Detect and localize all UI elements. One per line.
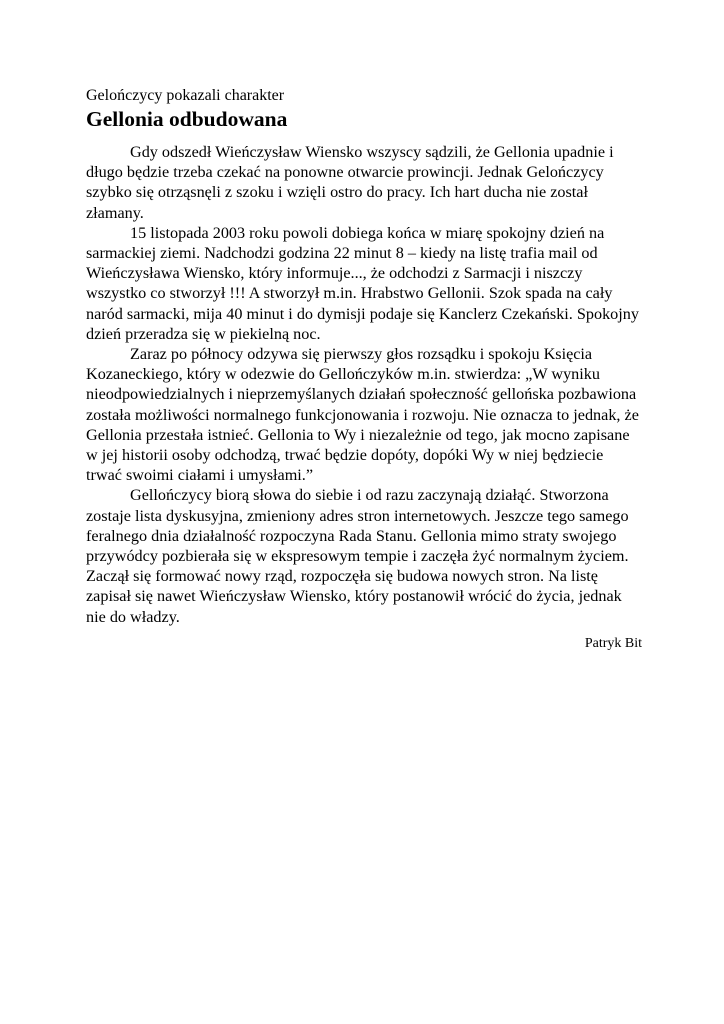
article bbox=[86, 86, 642, 651]
article-author: Patryk Bit bbox=[584, 636, 642, 651]
article-headline: Gellonia odbudowana bbox=[86, 107, 288, 131]
article-paragraph-3: Zaraz po północy odzywa się pierwszy głos rozsądku i spokoju Księcia Kozaneckiego, który w odezwie do Gellończyków m.in. stwierdza: „W wyniku nieodpowiedzialnych i nieprzemyślanych działań społeczność gellońska pozbawiona została możliwości normalnego funkcjonowania i rozwoju. Nie oznacza to jednak, że Gellonia przestała istnieć. Gellonia to Wy i niezależnie od tego, jak mocno zapisane w jej historii osoby odchodzą, trwać będzie dopóty, dopóki Wy w niej będziecie trwać swoimi ciałami i umysłami.” bbox=[86, 345, 639, 485]
article-paragraph-2: 15 listopada 2003 roku powoli dobiega końca w miarę spokojny dzień na sarmackiej ziemi. Nadchodzi godzina 22 minut 8 – kiedy na listę trafia mail od Wieńczysława Wiensko, który informuje..., że odchodzi z Sarmacji i niszczy wszystko co stworzył !!! A stworzył m.in. Hrabstwo Gellonii. Szok spada na cały naród sarmacki, mija 40 minut i do dymisji podaje się Kanclerz Czekański. Spokojny dzień przeradza się w piekielną noc. bbox=[86, 223, 639, 343]
article-kicker: Gelończycy pokazali charakter bbox=[86, 87, 285, 104]
article-paragraph-1: Gdy odszedł Wieńczysław Wiensko wszyscy sądzili, że Gellonia upadnie i długo będzie trzeba czekać na ponowne otwarcie prowincji. Jednak Gelończycy szybko się otrząsnęli z szoku i wzięli ostro do pracy. Ich hart ducha nie został złamany. bbox=[86, 143, 614, 222]
article-paragraph-4: Gellończycy biorą słowa do siebie i od razu zaczynają działąć. Stworzona zostaje lista dyskusyjna, zmieniony adres stron internetowych. Jeszcze tego samego feralnego dnia działalność rozpoczyna Rada Stanu. Gellonia mimo straty swojego przywódcy pozbierała się w ekspresowym tempie i zaczęła żyć normalnym życiem. Zaczął się formować nowy rząd, rozpoczęła się budowa nowych stron. Na listę zapisał się nawet Wieńczysław Wiensko, który postanowił wrócić do życia, jednak nie do władzy. bbox=[86, 486, 629, 626]
